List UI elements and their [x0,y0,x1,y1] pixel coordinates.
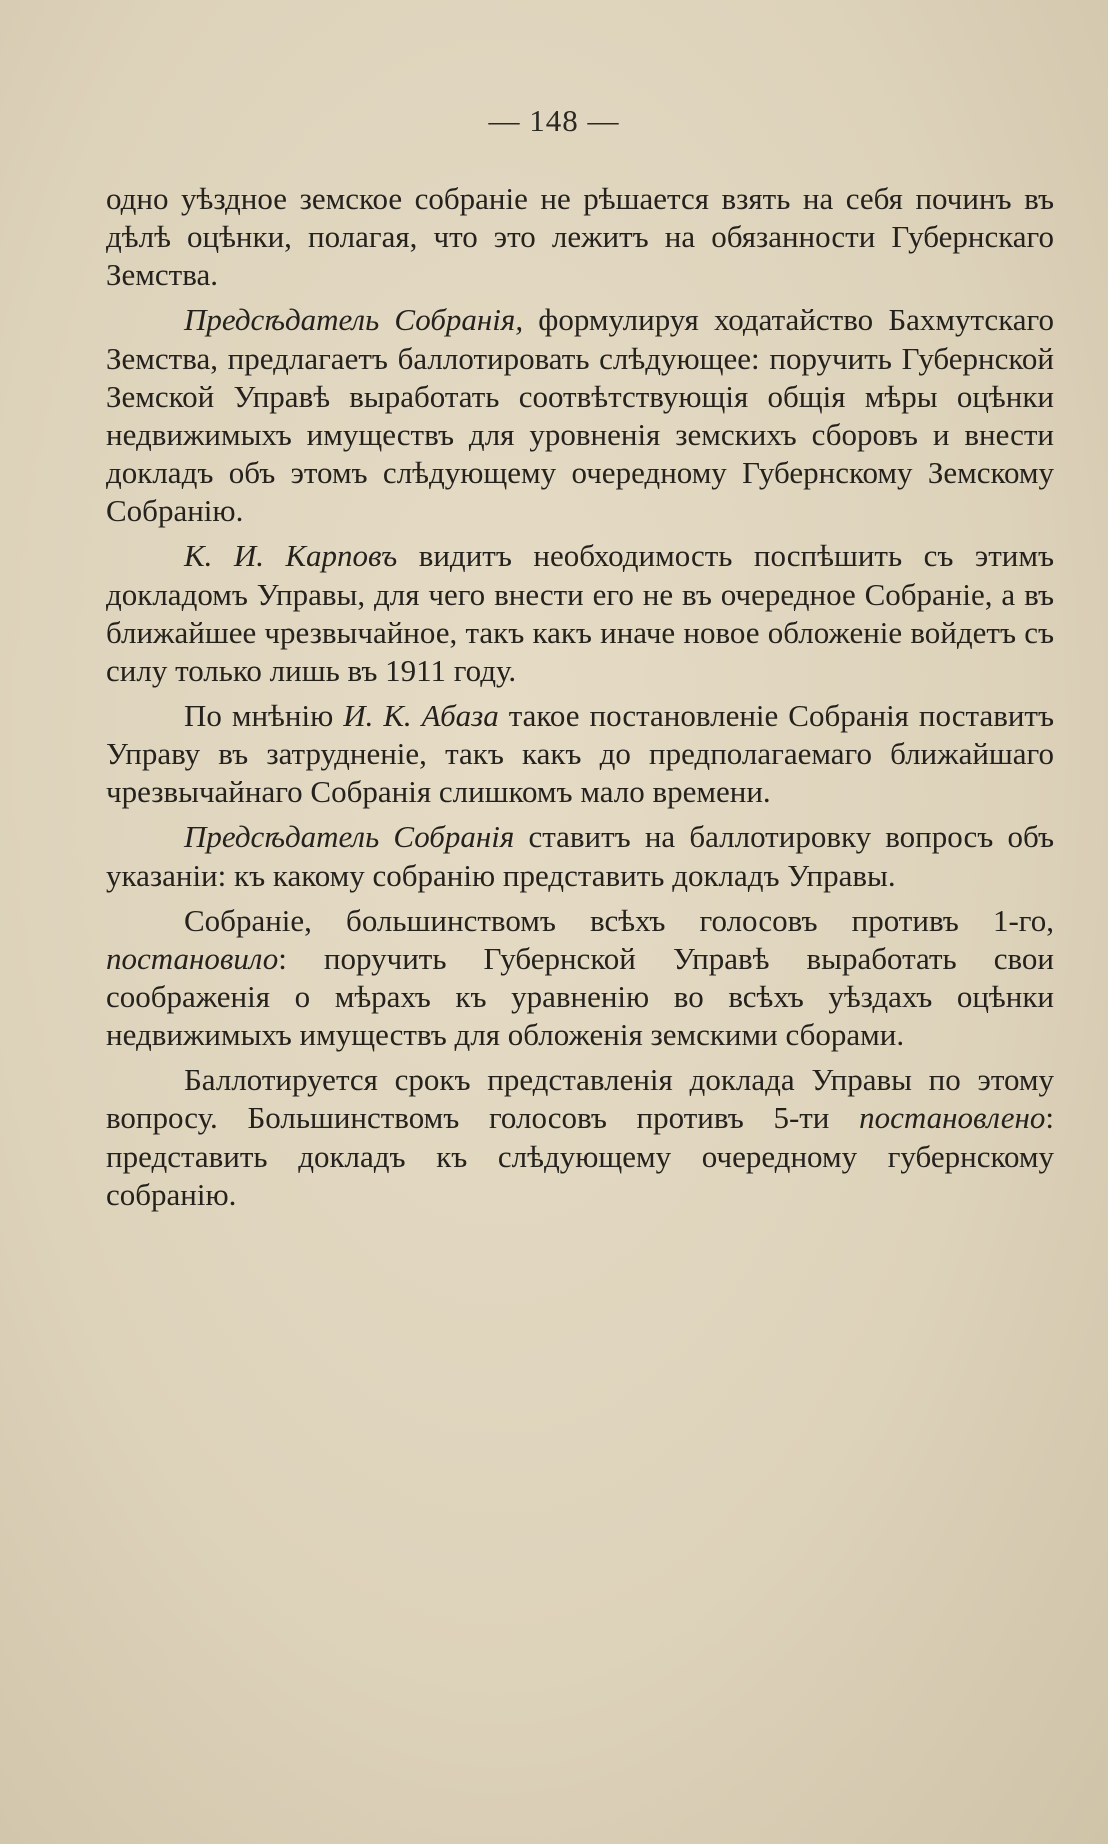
paragraph-6-resolution: постановило [106,940,279,976]
paragraph-7-text: : представить докладъ къ слѣдующему очередному губернскому собранію. [106,1100,1054,1212]
paragraph-3-text: видитъ необходимость поспѣшить съ этимъ докладомъ Управы, для чего внести его не въ очередное Собраніе, а въ ближайшее чрезвычайное, такъ какъ иначе новое обложеніе войдетъ съ силу только лишь въ 1911 году. [106,538,1054,689]
paragraph-7-resolution: постановлено [859,1100,1046,1136]
body-text [106,180,1054,1221]
paragraph-4-lead: По мнѣнію [184,698,344,734]
paragraph-7 [106,1061,1054,1214]
paragraph-7-lead: Баллотируется срокъ представленія доклада Управы по этому вопросу. Большинствомъ голосовъ противъ 5-ти [106,1062,1054,1136]
paragraph-4 [106,697,1054,812]
paragraph-3 [106,537,1054,690]
paragraph-3-speaker: К. И. Карповъ [184,538,398,574]
paragraph-6-text: : поручить Губернской Управѣ выработать свои соображенія о мѣрахъ къ уравненію во всѣхъ уѣздахъ оцѣнки недвижимыхъ имуществъ для обложенія земскими сборами. [106,940,1054,1053]
paragraph-5-text: ставитъ на баллотировку вопросъ объ указаніи: къ какому собранію представить докладъ Управы. [106,819,1054,893]
paragraph-1-text: одно уѣздное земское собраніе не рѣшается взять на себя починъ въ дѣлѣ оцѣнки, полагая, что это лежитъ на обязанности Губернскаго Земства. [106,181,1054,293]
paragraph-2 [106,301,1054,530]
paragraph-5 [106,818,1054,894]
paragraph-6 [106,902,1054,1055]
page-number: — 148 — [488,103,620,138]
paragraph-2-speaker: Предсѣдатель Собранія, [184,302,524,338]
paragraph-1 [106,180,1054,295]
paragraph-4-text: такое постановленіе Собранія поставитъ Управу въ затрудненіе, такъ какъ до предполагаемаго ближайшаго чрезвычайнаго Собранія слишкомъ мало времени. [106,698,1055,810]
paragraph-6-lead: Собраніе, большинствомъ всѣхъ голосовъ противъ 1-го, [184,902,1054,938]
paragraph-4-speaker: И. К. Абаза [343,698,499,734]
paragraph-5-speaker: Предсѣдатель Собранія [184,819,515,855]
paragraph-2-text: формулируя ходатайство Бахмутскаго Земства, предлагаетъ баллотировать слѣдующее: поручить Губернской Земской Управѣ выработать соотвѣтствующія общія мѣры оцѣнки недвижимыхъ имуществъ для уровненія земскихъ сборовъ и внести докладъ объ этомъ слѣдующему очередному Губернскому Земскому Собранію. [106,302,1054,529]
